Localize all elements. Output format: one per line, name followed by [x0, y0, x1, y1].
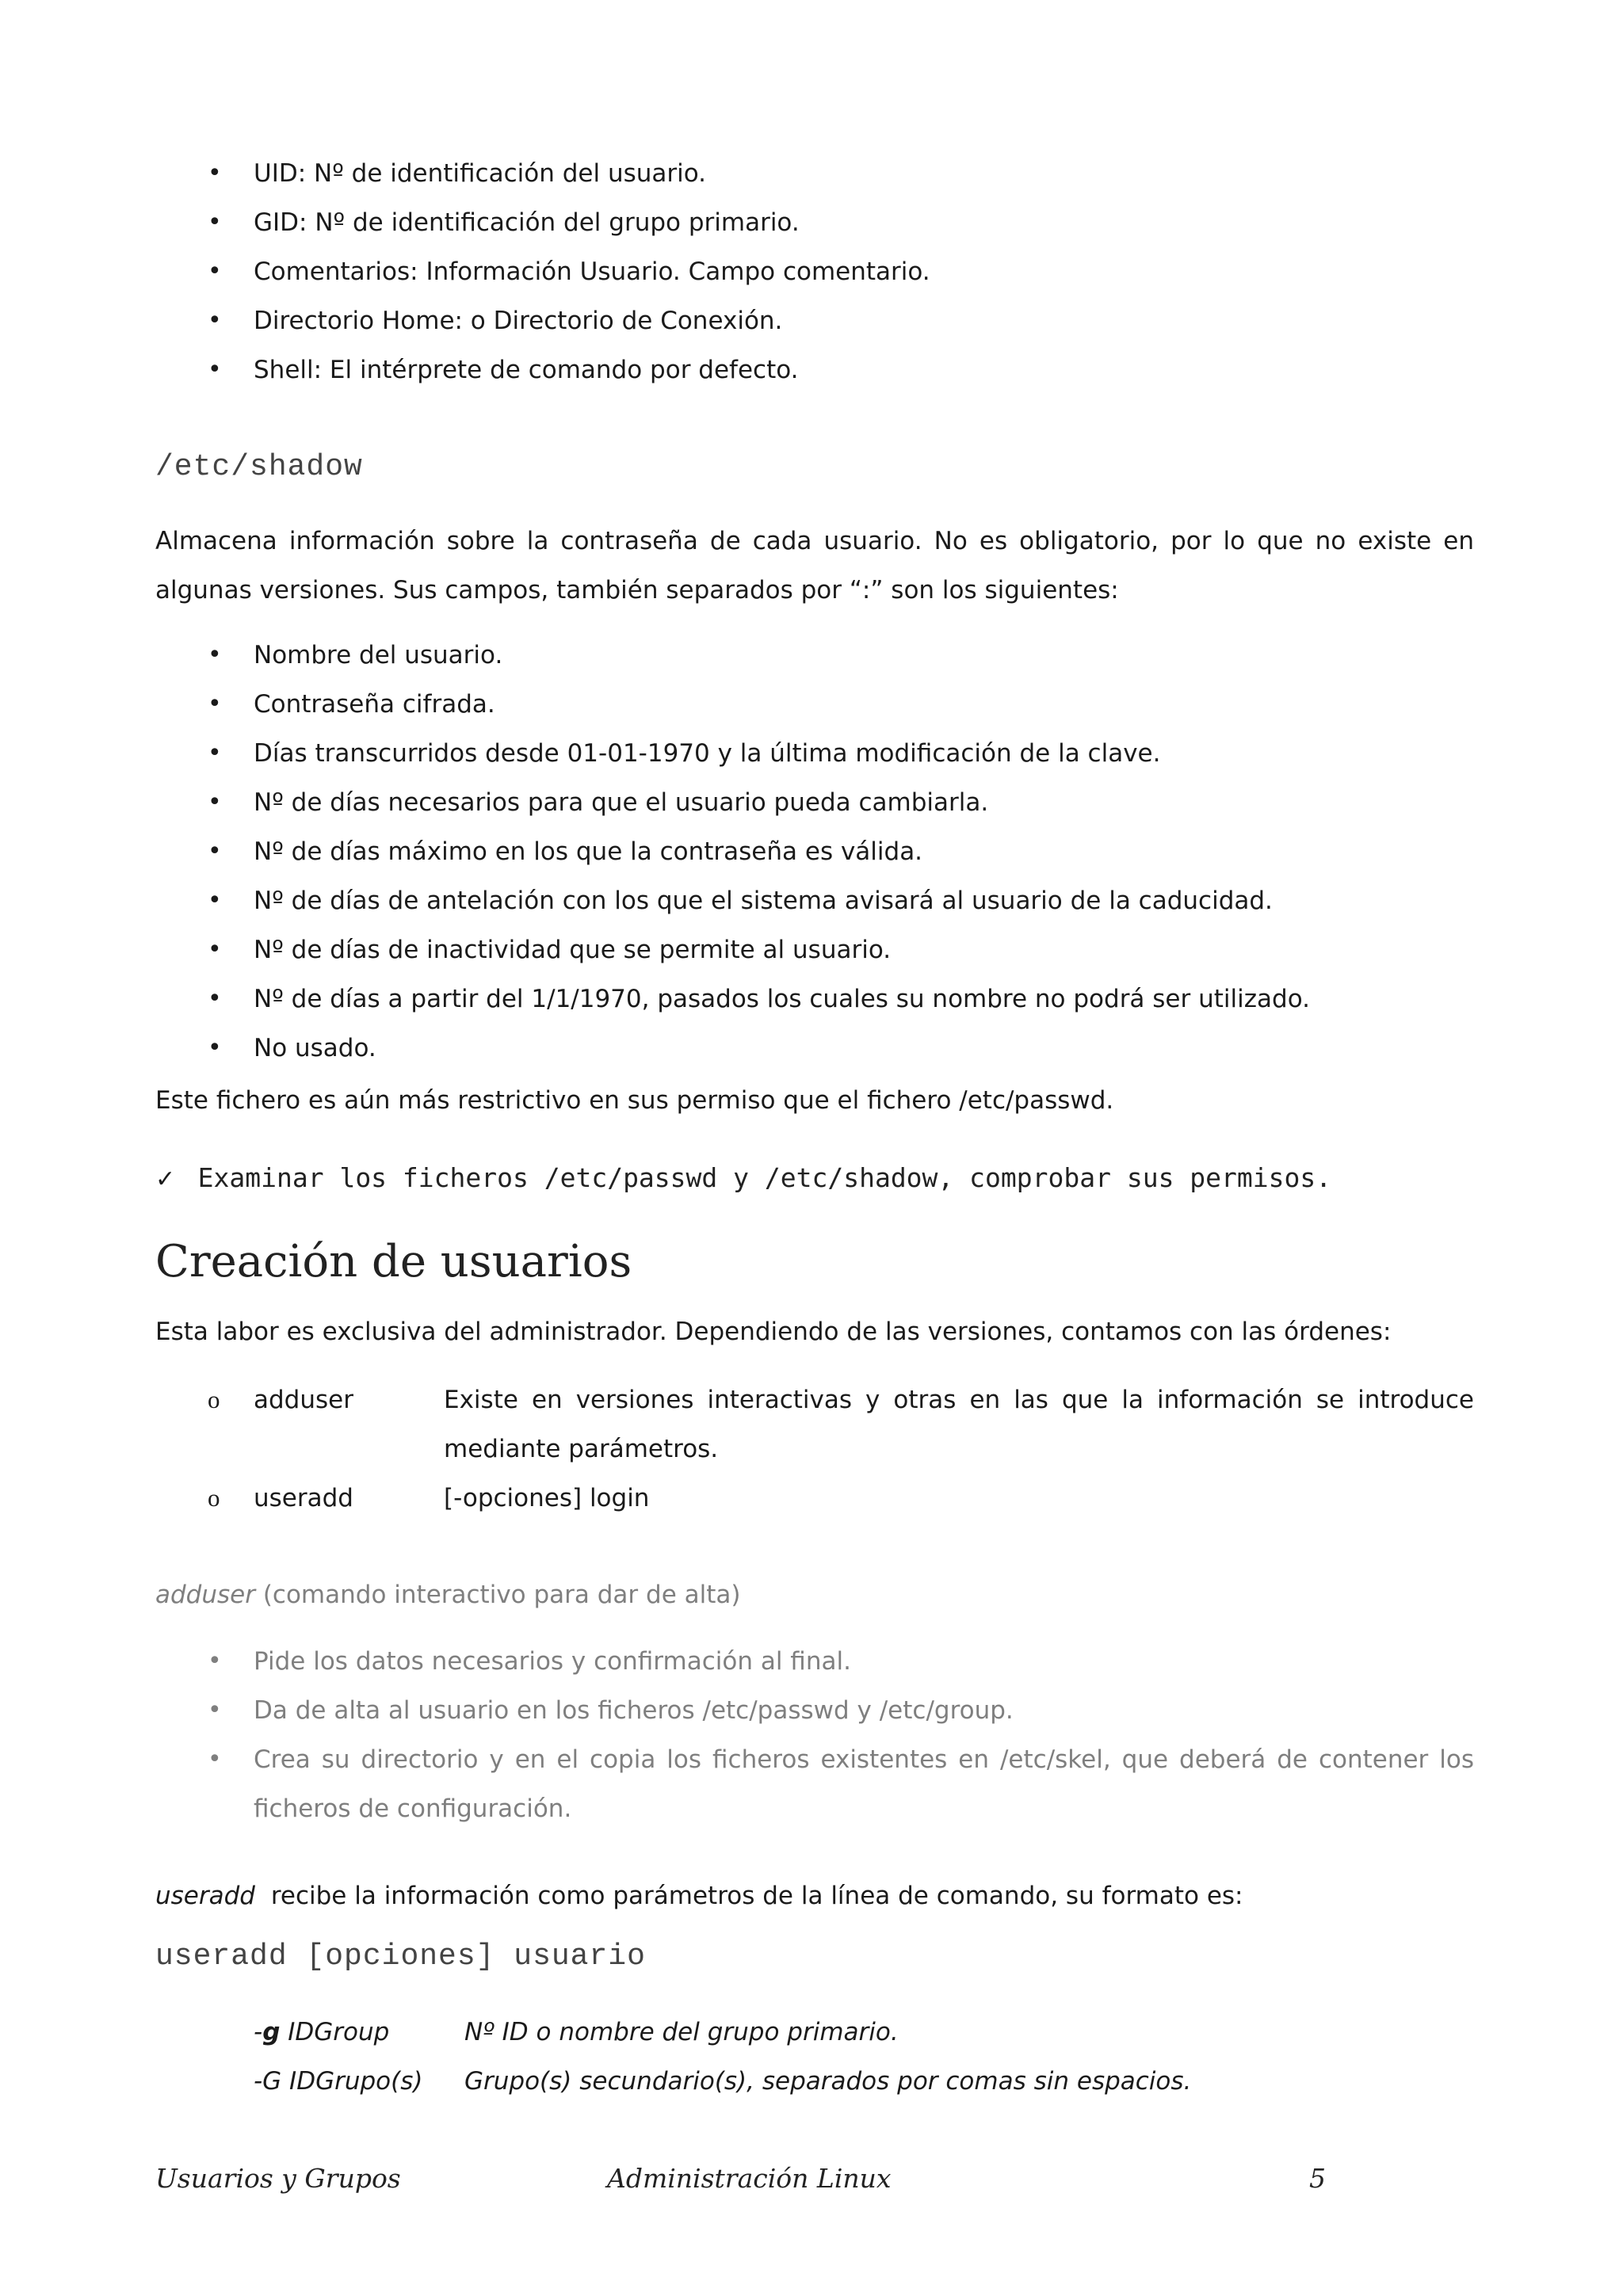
useradd-text: recibe la información como parámetros de la línea de comando, su formato es:	[270, 1882, 1243, 1910]
list-item: • Da de alta al usuario en los ficheros /etc/passwd y /etc/group.	[208, 1696, 1014, 1725]
list-item: • Nombre del usuario.	[208, 641, 503, 669]
passwd-fields-list	[155, 149, 1474, 395]
option-row	[155, 2008, 1474, 2057]
exercise-line	[155, 1154, 1474, 1204]
list-item: • Nº de días de inactividad que se permite al usuario.	[208, 936, 892, 964]
footer-center: Administración Linux	[607, 2163, 892, 2194]
shadow-intro: Almacena información sobre la contraseña de cada usuario. No es obligatorio, por lo que no existe en algunas versiones. Sus campos, también separados por “:” son los siguientes:	[155, 527, 1474, 605]
checkmark-icon: ✓	[155, 1165, 176, 1193]
list-item: • Shell: El intérprete de comando por defecto.	[208, 356, 799, 384]
list-item: • Nº de días máximo en los que la contraseña es válida.	[208, 837, 923, 866]
list-item: • No usado.	[208, 1034, 376, 1062]
list-item: • Pide los datos necesarios y confirmación al final.	[208, 1647, 851, 1676]
creation-heading: Creación de usuarios	[155, 1236, 632, 1287]
option-flag: -g IDGroup	[254, 2018, 390, 2046]
shadow-note: Este fichero es aún más restrictivo en sus permiso que el fichero /etc/passwd.	[155, 1086, 1114, 1115]
adduser-title-line	[155, 1570, 1474, 1619]
adduser-title: adduser	[155, 1581, 255, 1609]
command-item-adduser: o adduser Existe en versiones interactivas y otras en las que la información se introduce mediante parámetros.	[208, 1386, 1474, 1463]
creation-intro: Esta labor es exclusiva del administrador. Dependiendo de las versiones, contamos con las órdenes:	[155, 1318, 1392, 1346]
adduser-subtitle: (comando interactivo para dar de alta)	[262, 1581, 741, 1609]
list-item: • Comentarios: Información Usuario. Campo comentario.	[208, 257, 930, 286]
page-number: 5	[1309, 2163, 1326, 2194]
list-item: • Nº de días a partir del 1/1/1970, pasados los cuales su nombre no podrá ser utilizado.	[208, 985, 1310, 1013]
list-item: • Nº de días necesarios para que el usuario pueda cambiarla.	[208, 788, 989, 817]
list-item: • GID: Nº de identificación del grupo primario.	[208, 208, 800, 237]
footer-left: Usuarios y Grupos	[155, 2163, 401, 2194]
useradd-line	[155, 1871, 1474, 1920]
useradd-title: useradd	[155, 1882, 255, 1910]
list-item: • Crea su directorio y en el copia los ficheros existentes en /etc/skel, que deberá de contener los ficheros de configuración.	[208, 1745, 1474, 1823]
list-item: • Directorio Home: o Directorio de Conexión.	[208, 307, 783, 335]
shadow-heading: /etc/shadow	[155, 450, 363, 484]
adduser-points-list	[155, 1637, 1474, 1833]
option-desc: Nº ID o nombre del grupo primario.	[464, 2018, 899, 2046]
option-desc: Grupo(s) secundario(s), separados por comas sin espacios.	[464, 2067, 1192, 2096]
command-list	[155, 1375, 1474, 1523]
command-item-useradd: o useradd [-opciones] login	[208, 1484, 650, 1512]
option-flag: -G IDGrupo(s)	[254, 2067, 423, 2096]
list-item: • Contraseña cifrada.	[208, 690, 495, 719]
useradd-syntax: useradd [opciones] usuario	[155, 1939, 646, 1974]
list-item: • UID: Nº de identificación del usuario.	[208, 159, 707, 188]
list-item: • Nº de días de antelación con los que el sistema avisará al usuario de la caducidad.	[208, 887, 1273, 915]
exercise-text: Examinar los ficheros /etc/passwd y /etc/shadow, comprobar sus permisos.	[197, 1162, 1332, 1193]
option-row	[155, 2057, 1474, 2106]
list-item: • Días transcurridos desde 01-01-1970 y la última modificación de la clave.	[208, 739, 1161, 768]
shadow-fields-list	[155, 631, 1474, 1073]
options-list	[155, 2008, 1474, 2106]
